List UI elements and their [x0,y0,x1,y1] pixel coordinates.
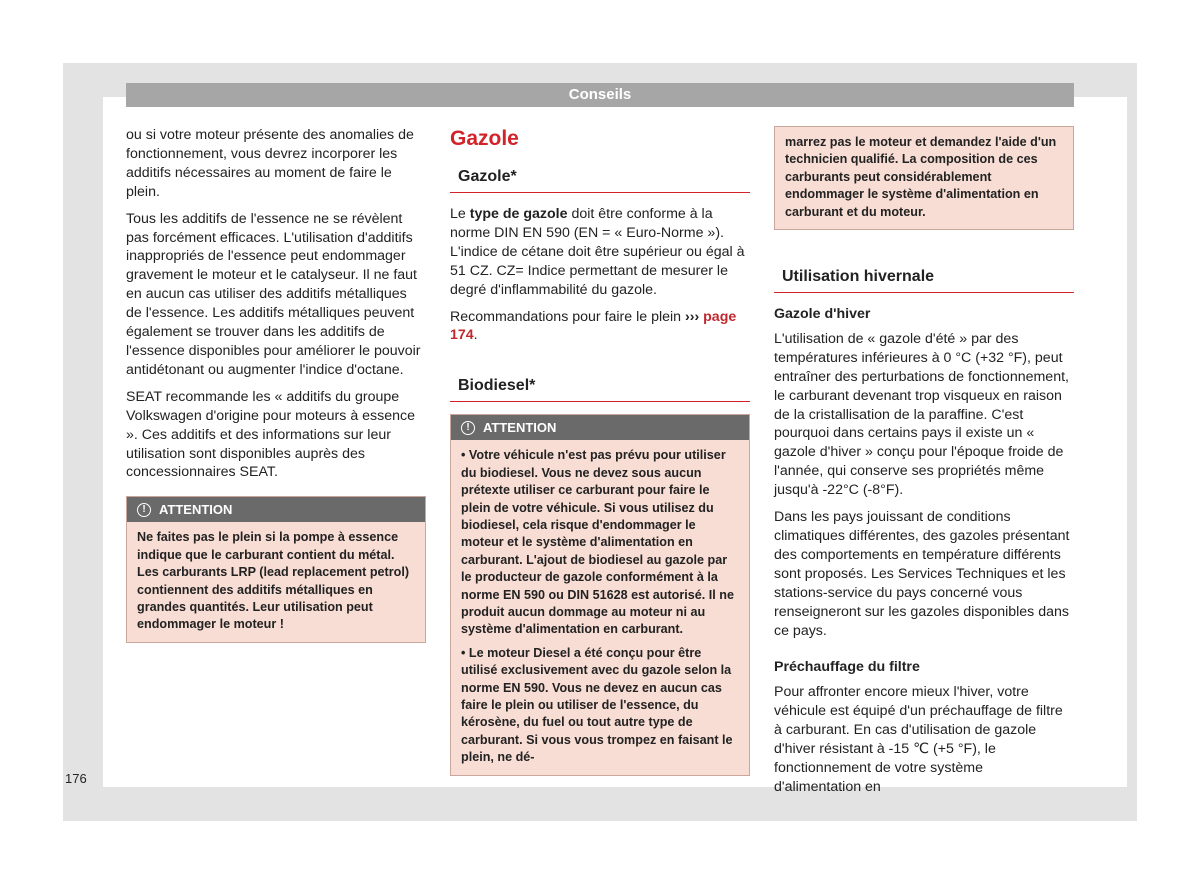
attention-header [451,415,749,440]
paragraph: Le type de gazole doit être conforme à la norme DIN EN 590 (EN = « Euro-Norme »). L'indice de cétane doit être supérieur ou égal à 51 CZ. CZ= Indice permettant de mesurer le degré d'inflammabilité du gazole. [450,206,745,298]
column-left [126,126,426,651]
attention-body [451,440,749,774]
paragraph: Pour affronter encore mieux l'hiver, votre véhicule est équipé d'un préchauffage de filtre à carburant. En cas d'utilisation de gazole d'hiver résistant à -15 ℃ (+5 °F), le fonctionnement de votre système d'alimentation en [774,684,1063,795]
section-heading-winter: Utilisation hivernale [774,266,1074,293]
attention-text: marrez pas le moteur et demandez l'aide d'un technicien qualifié. La composition de ces carburants peut considérablement endommager le système d'alimentation en carburant et du moteur. [785,135,1057,219]
attention-bullet: • Le moteur Diesel a été conçu pour être utilisé exclusivement avec du gazole selon la norme EN 590. Vous ne devez en aucun cas faire le plein ou utiliser de l'essence, du kérosène, du fuel ou tout autre type de carburant. Si vous vous trompez en faisant le plein, ne dé- [461,645,733,765]
attention-body [775,127,1073,229]
attention-header [127,497,425,522]
attention-box [126,496,426,642]
page-reference-link[interactable]: page 174 [450,308,737,344]
warning-icon: ! [137,503,151,517]
subheading: Gazole d'hiver [774,306,871,323]
paragraph: Recommandations pour faire le plein ››› page 174. [450,308,737,344]
attention-label: ATTENTION [483,420,557,436]
paragraph: Dans les pays jouissant de conditions climatiques différentes, des gazoles présentant des comportements en température différents sont proposés. Les Services Techniques et les stations-service du pays concerné vous renseigneront sur les gazoles disponibles dans ce pays. [774,509,1070,639]
attention-body [127,522,425,641]
paragraph: L'utilisation de « gazole d'été » par des températures inférieures à 0 °C (+32 °F), peut entraîner des perturbations de fonctionnement, le carburant devenant trop visqueux en raison de la cristallisation de la paraffine. C'est pourquoi dans certains pays il existe un « gazole d'hiver » conçu pour l'époque froide de l'année, qui conserve ses propriétés même jusqu'à -22°C (-8°F). [774,330,1069,499]
paragraph: Tous les additifs de l'essence ne se révèlent pas forcément efficaces. L'utilisation d'additifs inappropriés de l'essence peut endommager gravement le moteur et le catalyseur. Il ne faut en aucun cas utiliser des additifs métalliques de l'essence. Les additifs métalliques peuvent également se trouver dans les additifs de l'essence disponibles pour améliorer le pouvoir antidétonant ou augmenter l'indice d'octane. [126,210,421,378]
page-title: Gazole [450,127,519,150]
attention-text: Ne faites pas le plein si la pompe à essence indique que le carburant contient du métal. Les carburants LRP (lead replacement petrol) contiennent des additifs métalliques en grandes quantités. Leur utilisation peut endommager le moteur ! [137,530,410,632]
page-number: 176 [65,771,87,786]
arrow-glyph: ››› [685,308,700,325]
warning-icon: ! [461,421,475,435]
section-heading-gazole: Gazole* [450,166,750,193]
attention-bullet: • Votre véhicule n'est pas prévu pour utiliser du biodiesel. Vous ne devez sous aucun prétexte utiliser ce carburant pour faire le plein de votre véhicule. Si vous utilisez du biodiesel, cela risque d'endommager le moteur et le système d'alimentation en carburant. L'ajout de biodiesel au gazole par le producteur de gazole conformément à la norme EN 590 ou DIN 51628 est autorisé. Il ne produit aucun dommage au moteur ni au système d'alimentation en carburant. [461,448,734,637]
attention-box-continued [774,126,1074,230]
section-heading-biodiesel: Biodiesel* [450,375,750,402]
subheading: Préchauffage du filtre [774,659,920,676]
section-header: Conseils [126,83,1074,107]
attention-box [450,414,750,775]
column-right [774,126,1074,805]
attention-label: ATTENTION [159,502,233,518]
bold-term: type de gazole [469,206,568,222]
column-middle [450,126,750,784]
paragraph: ou si votre moteur présente des anomalies de fonctionnement, vous devrez incorporer les additifs nécessaires au moment de faire le plein. [126,127,414,200]
paragraph: SEAT recommande les « additifs du groupe Volkswagen d'origine pour moteurs à essence ». Ces additifs et des informations sur leur utilisation sont disponibles auprès des concessionnaires SEAT. [126,388,415,481]
